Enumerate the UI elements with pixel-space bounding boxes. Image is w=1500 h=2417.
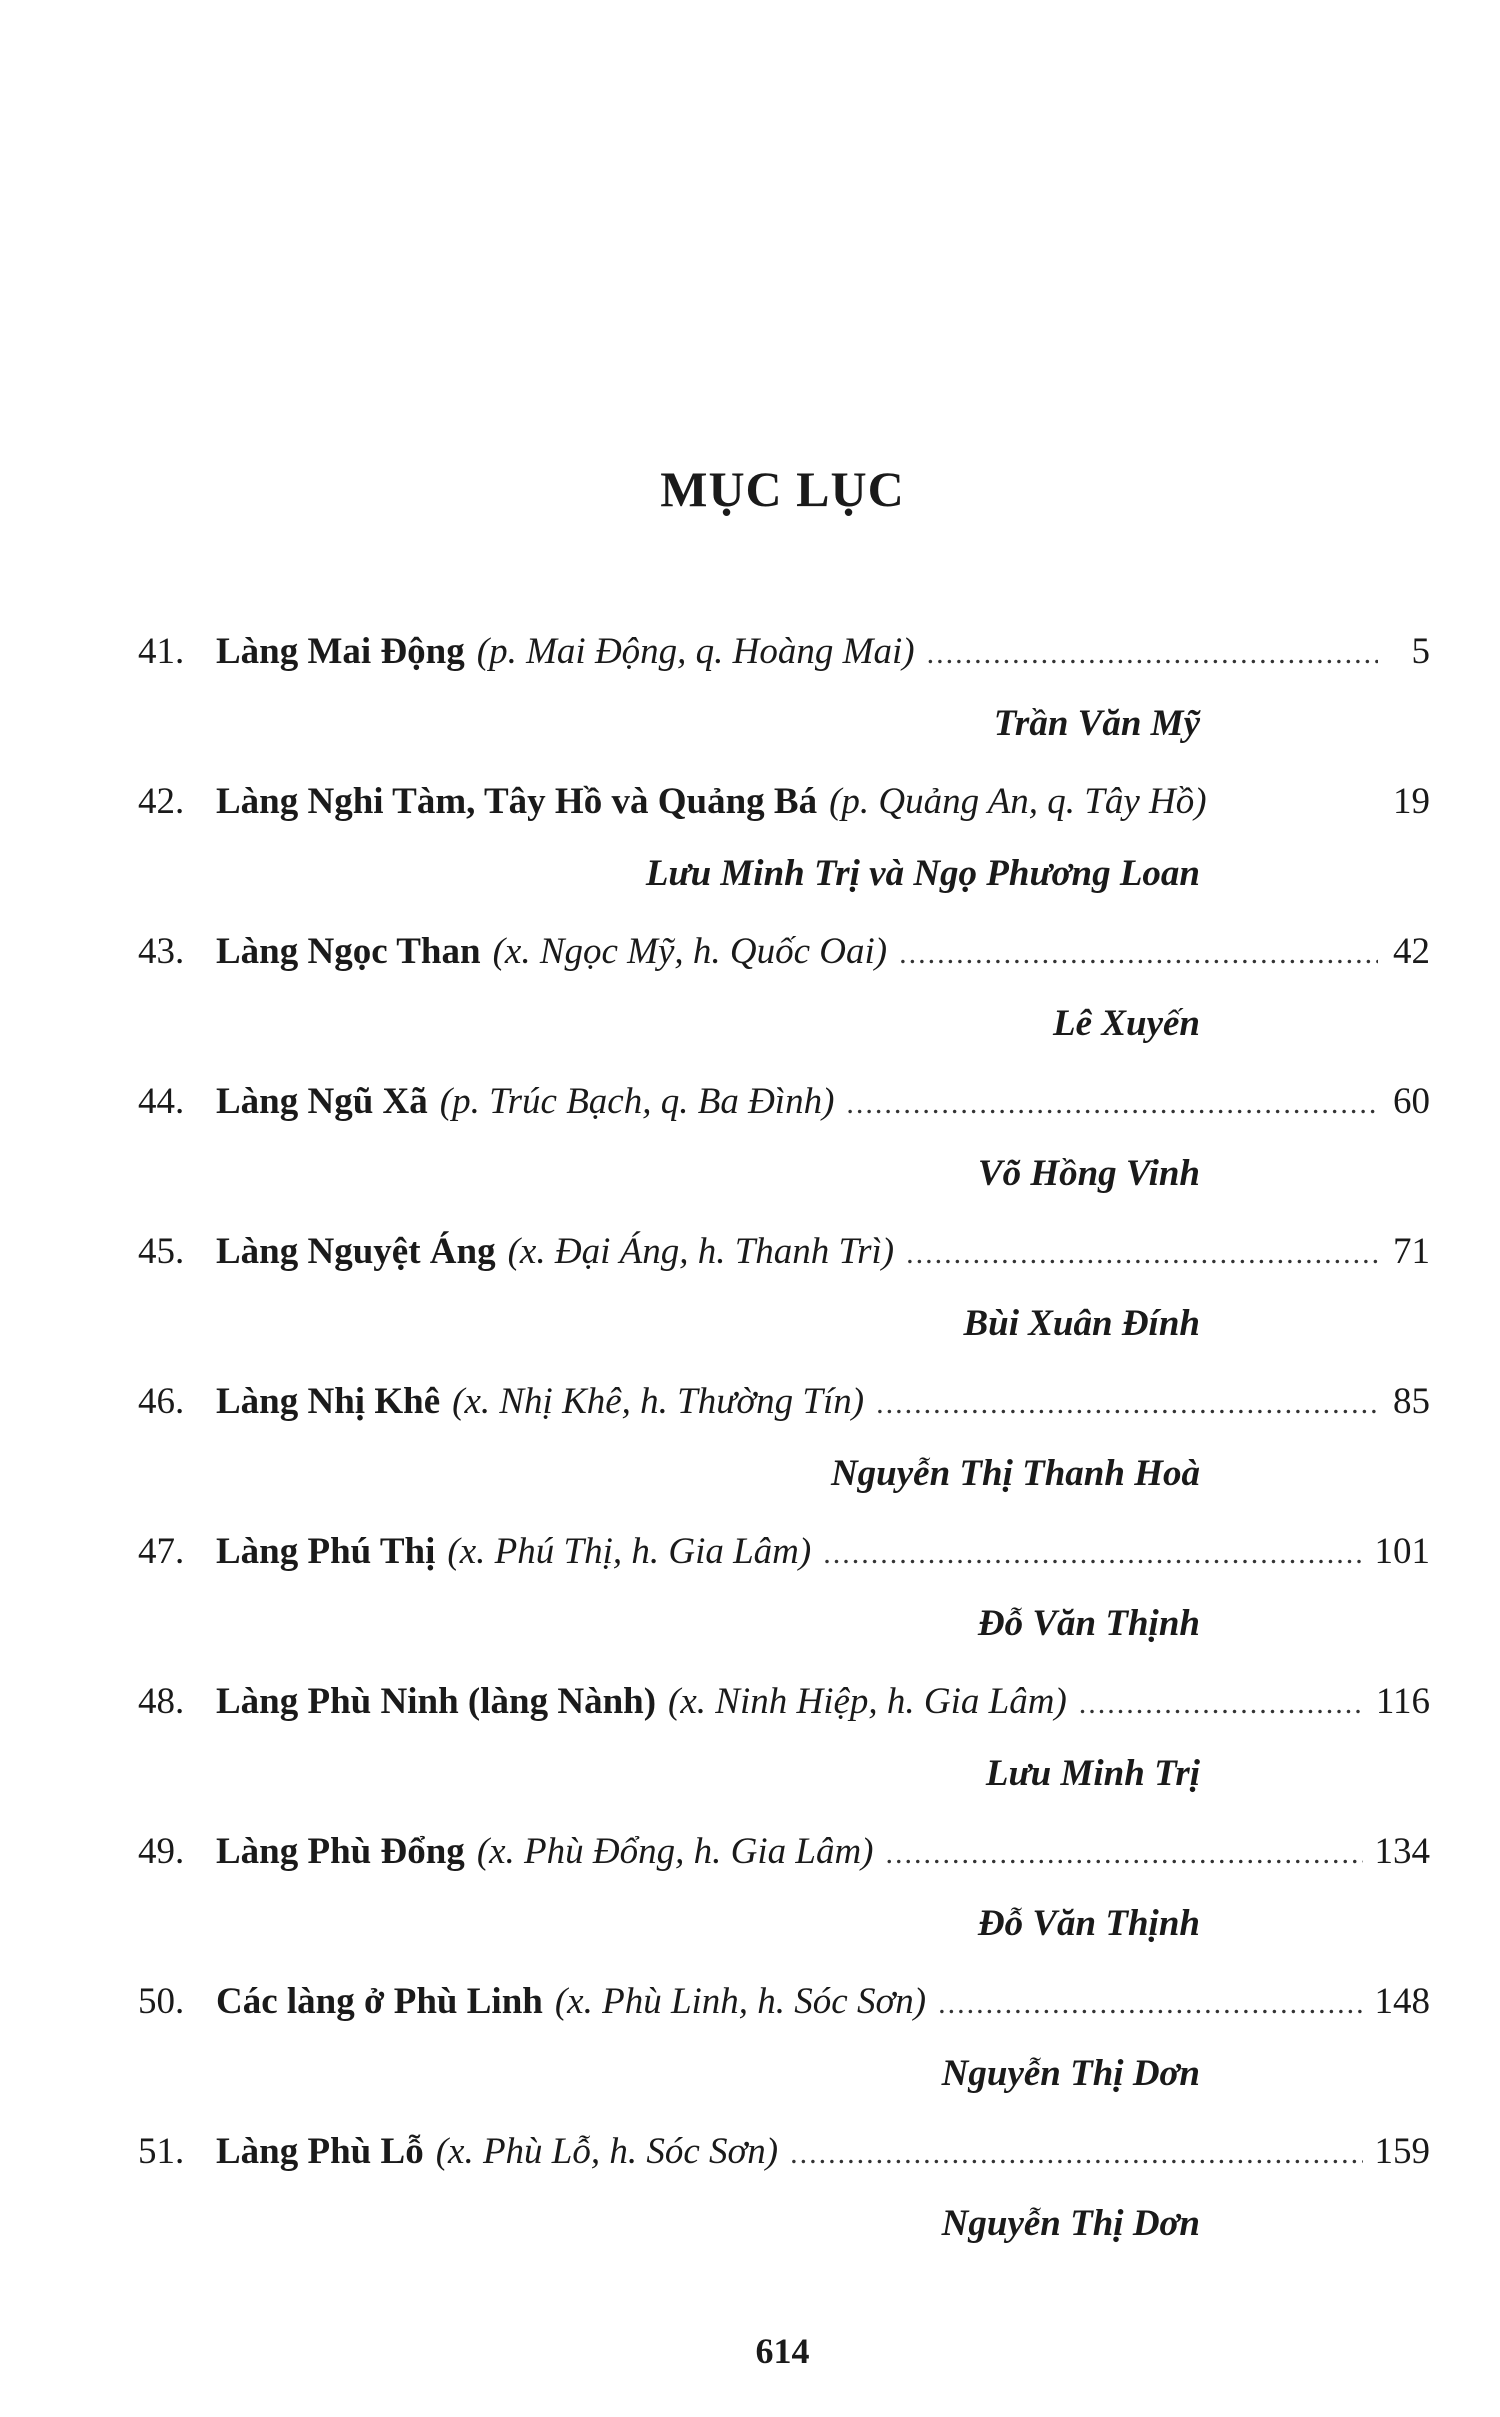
- toc-entry-44[interactable]: [0, 1080, 1500, 1230]
- entry-title: Làng Nguyệt Áng: [216, 1231, 496, 1272]
- entry-location: (x. Phù Lỗ, h. Sóc Sơn): [435, 2131, 779, 2172]
- entry-number: 42.: [138, 781, 185, 822]
- entry-number: 45.: [138, 1231, 185, 1272]
- entry-title: Làng Phù Lỗ: [216, 2131, 424, 2172]
- toc-entry-41[interactable]: [0, 630, 1500, 780]
- toc-entry-45[interactable]: [0, 1230, 1500, 1380]
- entry-page-number: 5: [1411, 631, 1430, 672]
- entry-location: (p. Mai Động, q. Hoàng Mai): [476, 631, 915, 672]
- entry-location: (x. Phú Thị, h. Gia Lâm): [447, 1531, 812, 1572]
- entry-location: (x. Phù Linh, h. Sóc Sơn): [554, 1981, 927, 2022]
- entry-title: Làng Ngũ Xã: [216, 1081, 428, 1122]
- entry-author: Nguyễn Thị Dơn: [941, 2203, 1200, 2244]
- entry-title: Làng Phù Đổng: [216, 1831, 465, 1872]
- dot-leader: [876, 1387, 1378, 1421]
- entry-page-number: 101: [1374, 1531, 1430, 1572]
- entry-title: Làng Phú Thị: [216, 1531, 436, 1572]
- toc-entry-48[interactable]: [0, 1680, 1500, 1830]
- entry-number: 50.: [138, 1981, 185, 2022]
- dot-leader: [846, 1087, 1378, 1121]
- entry-page-number: 148: [1374, 1981, 1430, 2022]
- dot-leader: [899, 937, 1378, 971]
- entry-author: Lê Xuyến: [1053, 1003, 1200, 1044]
- entry-author: Trần Văn Mỹ: [993, 703, 1200, 744]
- entry-location: (x. Phù Đổng, h. Gia Lâm): [476, 1831, 874, 1872]
- toc-entry-line: [138, 1830, 1430, 1878]
- entry-location: (x. Ninh Hiệp, h. Gia Lâm): [668, 1681, 1067, 1722]
- entry-number: 41.: [138, 631, 185, 672]
- entry-number: 44.: [138, 1081, 185, 1122]
- entry-author: Nguyễn Thị Thanh Hoà: [830, 1453, 1200, 1494]
- toc-entry-line: [138, 1680, 1430, 1728]
- entry-author: Nguyễn Thị Dơn: [941, 2053, 1200, 2094]
- entry-title: Làng Phù Ninh (làng Nành): [216, 1681, 657, 1722]
- entry-location: (p. Trúc Bạch, q. Ba Đình): [439, 1081, 835, 1122]
- entry-title: Làng Ngọc Than: [216, 931, 481, 972]
- entry-page-number: 134: [1374, 1831, 1430, 1872]
- entry-number: 47.: [138, 1531, 185, 1572]
- entry-title: Làng Nghi Tàm, Tây Hồ và Quảng Bá: [216, 781, 818, 822]
- entry-author: Đỗ Văn Thịnh: [977, 1603, 1200, 1644]
- toc-entry-line: [138, 1530, 1430, 1578]
- entry-page-number: 71: [1393, 1231, 1430, 1272]
- entry-page-number: 60: [1393, 1081, 1430, 1122]
- toc-entry-50[interactable]: [0, 1980, 1500, 2130]
- toc-entry-49[interactable]: [0, 1830, 1500, 1980]
- entry-location: (x. Đại Áng, h. Thanh Trì): [507, 1231, 895, 1272]
- dot-leader: [927, 637, 1378, 671]
- toc-entry-43[interactable]: [0, 930, 1500, 1080]
- entry-author: Võ Hồng Vinh: [977, 1153, 1200, 1194]
- dot-leader: [823, 1537, 1362, 1571]
- page-number: 614: [755, 2331, 810, 2371]
- dot-leader: [1079, 1687, 1364, 1721]
- entry-author: Bùi Xuân Đính: [963, 1303, 1200, 1344]
- dot-leader: [906, 1237, 1378, 1271]
- toc-entry-line: [138, 1380, 1430, 1428]
- entry-location: (x. Ngọc Mỹ, h. Quốc Oai): [492, 931, 888, 972]
- entry-title: Các làng ở Phù Linh: [216, 1981, 543, 2022]
- entry-title: Làng Nhị Khê: [216, 1381, 441, 1422]
- entry-page-number: 159: [1374, 2131, 1430, 2172]
- toc-entry-line: [138, 2130, 1430, 2178]
- entry-number: 46.: [138, 1381, 185, 1422]
- toc-entry-47[interactable]: [0, 1530, 1500, 1680]
- toc-entry-line: [138, 1230, 1430, 1278]
- table-of-contents: [0, 630, 1500, 2280]
- entry-page-number: 19: [1393, 781, 1430, 822]
- entry-location: (x. Nhị Khê, h. Thường Tín): [452, 1381, 865, 1422]
- toc-entry-line: [138, 1980, 1430, 2028]
- entry-page-number: 116: [1375, 1681, 1430, 1722]
- entry-author: Đỗ Văn Thịnh: [977, 1903, 1200, 1944]
- entry-location: (p. Quảng An, q. Tây Hồ): [829, 781, 1207, 822]
- dot-leader: [790, 2137, 1362, 2171]
- entry-author: Lưu Minh Trị và Ngọ Phương Loan: [645, 853, 1200, 894]
- entry-author: Lưu Minh Trị: [985, 1753, 1200, 1794]
- entry-number: 48.: [138, 1681, 185, 1722]
- toc-entry-line: [138, 930, 1430, 978]
- toc-entry-42[interactable]: [0, 780, 1500, 930]
- toc-entry-line: [138, 1080, 1430, 1128]
- entry-page-number: 42: [1393, 931, 1430, 972]
- toc-entry-46[interactable]: [0, 1380, 1500, 1530]
- dot-leader: [886, 1837, 1363, 1871]
- entry-number: 49.: [138, 1831, 185, 1872]
- toc-entry-51[interactable]: [0, 2130, 1500, 2280]
- entry-page-number: 85: [1393, 1381, 1430, 1422]
- page-title: MỤC LỤC: [660, 461, 905, 517]
- dot-leader: [938, 1987, 1362, 2021]
- entry-title: Làng Mai Động: [216, 631, 465, 672]
- entry-number: 51.: [138, 2131, 185, 2172]
- toc-entry-line: [138, 630, 1430, 678]
- toc-entry-line: [138, 780, 1430, 828]
- entry-number: 43.: [138, 931, 185, 972]
